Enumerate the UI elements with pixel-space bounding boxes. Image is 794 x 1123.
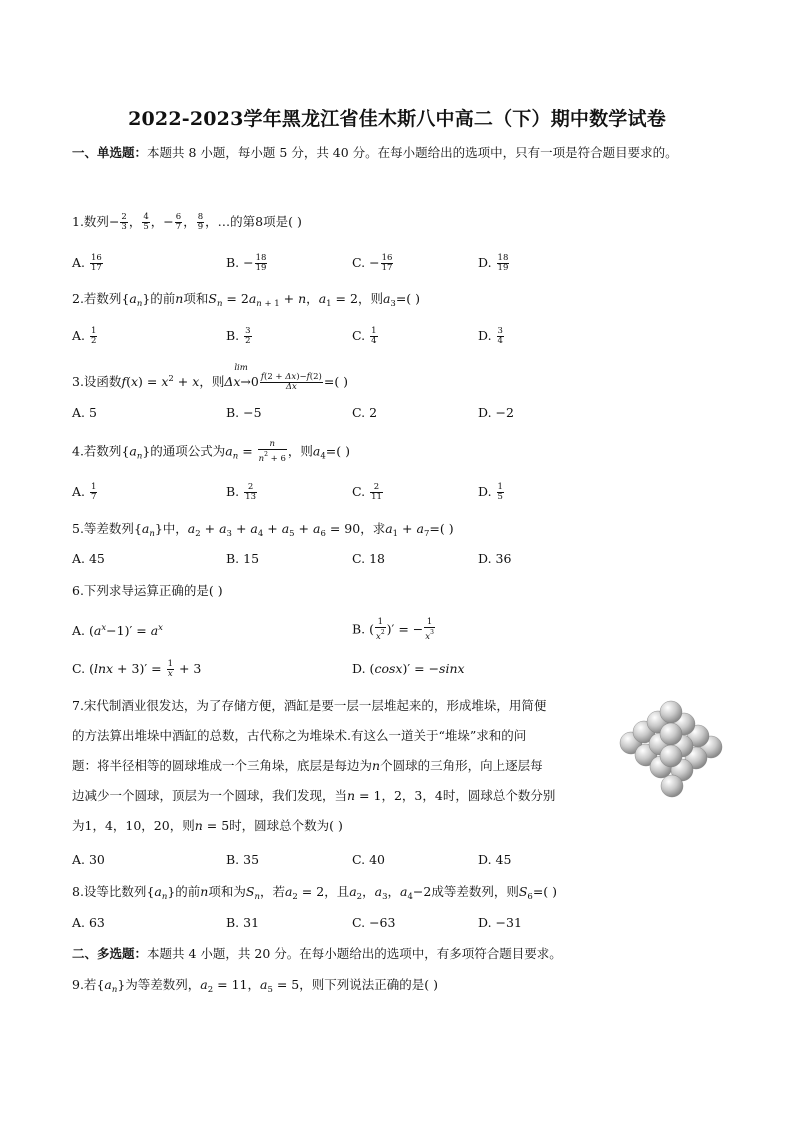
- q4-option-b[interactable]: B. $\frac{2}{13}$: [226, 482, 256, 502]
- q5-option-c[interactable]: C. 18: [352, 551, 385, 566]
- question-1: 1.数列− $\frac{2}{3}$ ， $\frac{4}{5}$ ，− $\frac{6}{7}$ ， $\frac{8}{9}$ ，…的第8项是( ): [72, 212, 302, 232]
- section-multiple-choice: [72, 939, 722, 969]
- page-title: 2022-2023学年黑龙江省佳木斯八中高二（下）期中数学试卷: [128, 108, 666, 130]
- q2-option-b[interactable]: B. $\frac{3}{2}$: [226, 326, 251, 346]
- question-8: 8.设等比数列$\{a_n\}$的前n项和为$S_n$，若$a_2 = 2$，且$a_2$，$a_3$，$a_4-2$成等差数列，则$S_6=$( ): [72, 884, 558, 902]
- q3-option-b[interactable]: B. −5: [226, 405, 262, 420]
- question-9: 9.若$\{a_n\}$为等差数列，$a_2 = 11$，$a_5 = 5$，则下列说法正确的是( ): [72, 977, 438, 995]
- q4-option-a[interactable]: A. $\frac{1}{7}$: [72, 482, 97, 502]
- q4-option-d[interactable]: D. $\frac{1}{5}$: [478, 482, 503, 502]
- q6-option-c[interactable]: C. (lnx + 3)′ = $\frac{1}{x}$ + 3: [72, 659, 202, 679]
- q8-option-c[interactable]: C. −63: [352, 915, 396, 930]
- q5-option-d[interactable]: D. 36: [478, 551, 512, 566]
- q8-option-a[interactable]: A. 63: [72, 915, 105, 930]
- q1-option-d[interactable]: D. $\frac{18}{19}$: [478, 253, 509, 273]
- question-5: 5.等差数列$\{a_n\}$中，$a_2 + a_3 + a_4 + a_5 + a_6 = 90$，求$a_1 + a_7=$( ): [72, 521, 454, 539]
- q1-option-a[interactable]: A. $\frac{16}{17}$: [72, 253, 102, 273]
- q8-option-b[interactable]: B. 31: [226, 915, 260, 930]
- section-heading: 一、单选题：: [72, 145, 148, 160]
- q3-option-d[interactable]: D. −2: [478, 405, 514, 420]
- q7-option-b[interactable]: B. 35: [226, 852, 260, 867]
- question-3: 3.设函数$f(x) = x^2 + x$，则 lim Δx→0 $\frac{f(2 + \Delta x)-f(2)}{\Delta x}$ =( ): [72, 363, 349, 392]
- question-7: 7.宋代制酒业很发达，为了存储方便，酒缸是要一层一层堆起来的，形成堆垛，用简便 的方法算出堆垛中酒缸的总数，古代称之为堆垛术.有这么一道关于“堆垛”求和的问 题：将半径相等的圆球堆成一个三角垛，底层是每边为n个圆球的三角形，向上逐层每 边减少一个圆球，顶层为一个圆球，我们发现，当n = 1，2，3，4时，圆球总个数分别 为1，4，10，20，则n = 5时，圆球总个数为( ): [72, 698, 556, 833]
- q3-option-a[interactable]: A. 5: [72, 405, 97, 420]
- question-6: 6.下列求导运算正确的是( ): [72, 583, 223, 598]
- q1-option-b[interactable]: B. − $\frac{18}{19}$: [226, 253, 267, 273]
- question-2: 2.若数列$\{a_n\}$的前n项和$S_n = 2a_{n + 1} + n$，$a_1 = 2$，则$a_3=$( ): [72, 291, 421, 309]
- q7-option-a[interactable]: A. 30: [72, 852, 105, 867]
- section-heading: 二、多选题：: [72, 946, 148, 961]
- q8-option-d[interactable]: D. −31: [478, 915, 522, 930]
- question-4: 4.若数列$\{a_n\}$的通项公式为$a_n$ = $\frac{n}{n^2 + 6}$ ，则$a_4=$( ): [72, 439, 350, 464]
- q6-option-b[interactable]: B. ( $\frac{1}{x^2}$ )′ = − $\frac{1}{x^3}$: [352, 617, 434, 642]
- q4-option-c[interactable]: C. $\frac{2}{11}$: [352, 482, 382, 502]
- q7-option-d[interactable]: D. 45: [478, 852, 512, 867]
- q7-option-c[interactable]: C. 40: [352, 852, 385, 867]
- q6-option-a[interactable]: A. $(a^x-1)' = a^x$: [72, 623, 163, 638]
- section-text: 本题共 8 小题，每小题 5 分，共 40 分。在每小题给出的选项中，只有一项是符合题目要求的。: [147, 145, 678, 160]
- q5-option-b[interactable]: B. 15: [226, 551, 260, 566]
- sphere-pile-illustration: [616, 700, 726, 800]
- q5-option-a[interactable]: A. 45: [72, 551, 105, 566]
- q1-option-c[interactable]: C. − $\frac{16}{17}$: [352, 253, 393, 273]
- section-single-choice: [72, 138, 722, 168]
- q2-option-c[interactable]: C. $\frac{1}{4}$: [352, 326, 377, 346]
- q3-option-c[interactable]: C. 2: [352, 405, 378, 420]
- section-text: 本题共 4 小题，共 20 分。在每小题给出的选项中，有多项符合题目要求。: [147, 946, 562, 961]
- q2-option-d[interactable]: D. $\frac{3}{4}$: [478, 326, 503, 346]
- q6-option-d[interactable]: D. (cosx)′ = −sinx: [352, 661, 465, 676]
- q2-option-a[interactable]: A. $\frac{1}{2}$: [72, 326, 97, 346]
